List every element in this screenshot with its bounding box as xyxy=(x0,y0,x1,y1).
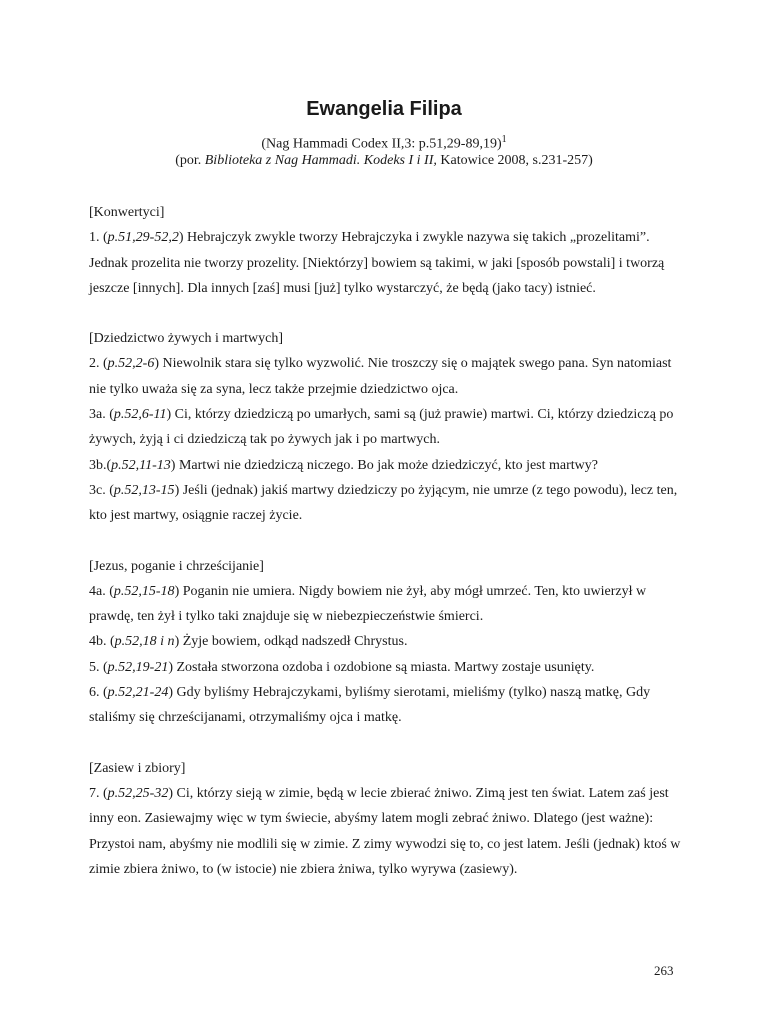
page-title: Ewangelia Filipa xyxy=(306,98,462,120)
codex-page-reference: p.52,11-13 xyxy=(111,457,171,473)
verse-number: 5. ( xyxy=(89,659,108,675)
verse-paragraph xyxy=(89,680,681,731)
verse-text: ) Ci, którzy sieją w zimie, będą w lecie zbierać żniwo. Zimą jest ten świat. Latem zaś jest inny eon. Zasiewajmy więc w tym świecie, abyśmy latem mogli zebrać żniwo. Dlatego (jest ważne): Przystoi nam, abyśmy nie modlili się w zimie. Z zimy wywodzi się to, co jest latem. Jeśli (jednak) ktoś w zimie zbiera żniwo, to (w istocie) nie zbiera żniwa, tylko wyrywa (zasiewy). xyxy=(89,785,681,877)
codex-page-reference: p.52,25-32 xyxy=(107,785,169,801)
section xyxy=(89,326,681,528)
verse-text: ) Martwi nie dziedziczą niczego. Bo jak może dziedziczyć, kto jest martwy? xyxy=(170,457,599,473)
verse-number: 7. ( xyxy=(89,785,108,801)
edition-ref-prefix: (por. xyxy=(175,153,205,168)
section xyxy=(89,554,681,731)
verse-text: ) Gdy byliśmy Hebrajczykami, byliśmy sierotami, mieliśmy (tylko) naszą matkę, Gdy staliśmy się chrześcijanami, otrzymaliśmy ojca i matkę. xyxy=(89,685,651,726)
codex-page-reference: p.52,2-6 xyxy=(107,356,155,372)
source-line xyxy=(0,134,768,153)
codex-page-reference: p.52,19-21 xyxy=(107,659,169,675)
verse-paragraph xyxy=(89,781,681,882)
section xyxy=(89,200,681,301)
verse-number: 3c. ( xyxy=(89,482,114,498)
verse-paragraph xyxy=(89,579,681,630)
verse-text: ) Niewolnik stara się tylko wyzwolić. Nie troszczy się o majątek swego pana. Syn natomiast nie tylko uważa się za syna, lecz także przejmie dziedzictwo ojca. xyxy=(89,356,672,397)
verse-paragraph xyxy=(89,225,681,301)
verse-text: ) Hebrajczyk zwykle tworzy Hebrajczyka i zwykle nazywa się takich „prozelitami”. Jednak prozelita nie tworzy prozelity. [Niektórzy] bowiem są takimi, w jaki [sposób powstali] i tworzą jeszcze [innych]. Dla innych [zaś] musi [już] tylko wystarczyć, że będą (jako tacy) istnieć. xyxy=(89,230,665,296)
verse-number: 2. ( xyxy=(89,356,108,372)
codex-page-reference: p.52,18 i n xyxy=(114,634,175,650)
verse-text: ) Żyje bowiem, odkąd nadszedł Chrystus. xyxy=(174,634,408,650)
edition-reference xyxy=(0,153,768,169)
edition-ref-suffix: Katowice 2008, s.231-257) xyxy=(436,153,593,168)
verse-text: ) Ci, którzy dziedziczą po umarłych, sami są (już prawie) martwi. Ci, którzy dziedziczą po żywych, żyją i ci dziedziczą tak po żywych jak i po martwych. xyxy=(89,407,674,448)
section-heading: [Zasiew i zbiory] xyxy=(89,760,186,776)
verse-paragraph xyxy=(89,478,681,529)
codex-page-reference: p.51,29-52,2 xyxy=(107,230,179,246)
verse-number: 1. ( xyxy=(89,230,108,246)
footnote-marker: 1 xyxy=(501,134,507,145)
verse-paragraph xyxy=(89,351,681,402)
section xyxy=(89,756,681,882)
page-number: 263 xyxy=(654,963,674,978)
verse-text: ) Poganin nie umiera. Nigdy bowiem nie żył, aby mógł umrzeć. Ten, kto uwierzył w prawdę, ten żył i tylko taki znajduje się w niebezpieczeństwie śmierci. xyxy=(89,583,647,625)
verse-text: ) Została stworzona ozdoba i ozdobione są miasta. Martwy zostaje usunięty. xyxy=(168,659,595,675)
document-body xyxy=(89,200,681,907)
codex-page-reference: p.52,6-11 xyxy=(113,407,167,423)
verse-paragraph xyxy=(89,655,681,680)
verse-number: 3a. ( xyxy=(89,407,114,423)
codex-page-reference: p.52,21-24 xyxy=(107,685,169,701)
verse-paragraph xyxy=(89,629,681,654)
edition-ref-book-title: Biblioteka z Nag Hammadi. Kodeks I i II, xyxy=(204,153,437,168)
verse-paragraph xyxy=(89,402,681,453)
verse-number: 4a. ( xyxy=(89,583,114,599)
verse-text: ) Jeśli (jednak) jakiś martwy dziedziczy po żyjącym, nie umrze (z tego powodu), lecz ten, kto jest martwy, osiągnie raczej życie. xyxy=(89,482,678,524)
verse-number: 3b.( xyxy=(89,457,112,473)
verse-number: 6. ( xyxy=(89,685,108,701)
section-heading: [Jezus, poganie i chrześcijanie] xyxy=(89,558,264,574)
section-heading: [Dziedzictwo żywych i martwych] xyxy=(89,331,283,347)
codex-page-reference: p.52,13-15 xyxy=(113,482,175,498)
source-text: (Nag Hammadi Codex II,3: p.51,29-89,19) xyxy=(261,136,502,152)
verse-number: 4b. ( xyxy=(89,634,115,650)
section-heading: [Konwertyci] xyxy=(89,205,165,220)
verse-paragraph xyxy=(89,453,681,478)
codex-page-reference: p.52,15-18 xyxy=(113,583,175,599)
